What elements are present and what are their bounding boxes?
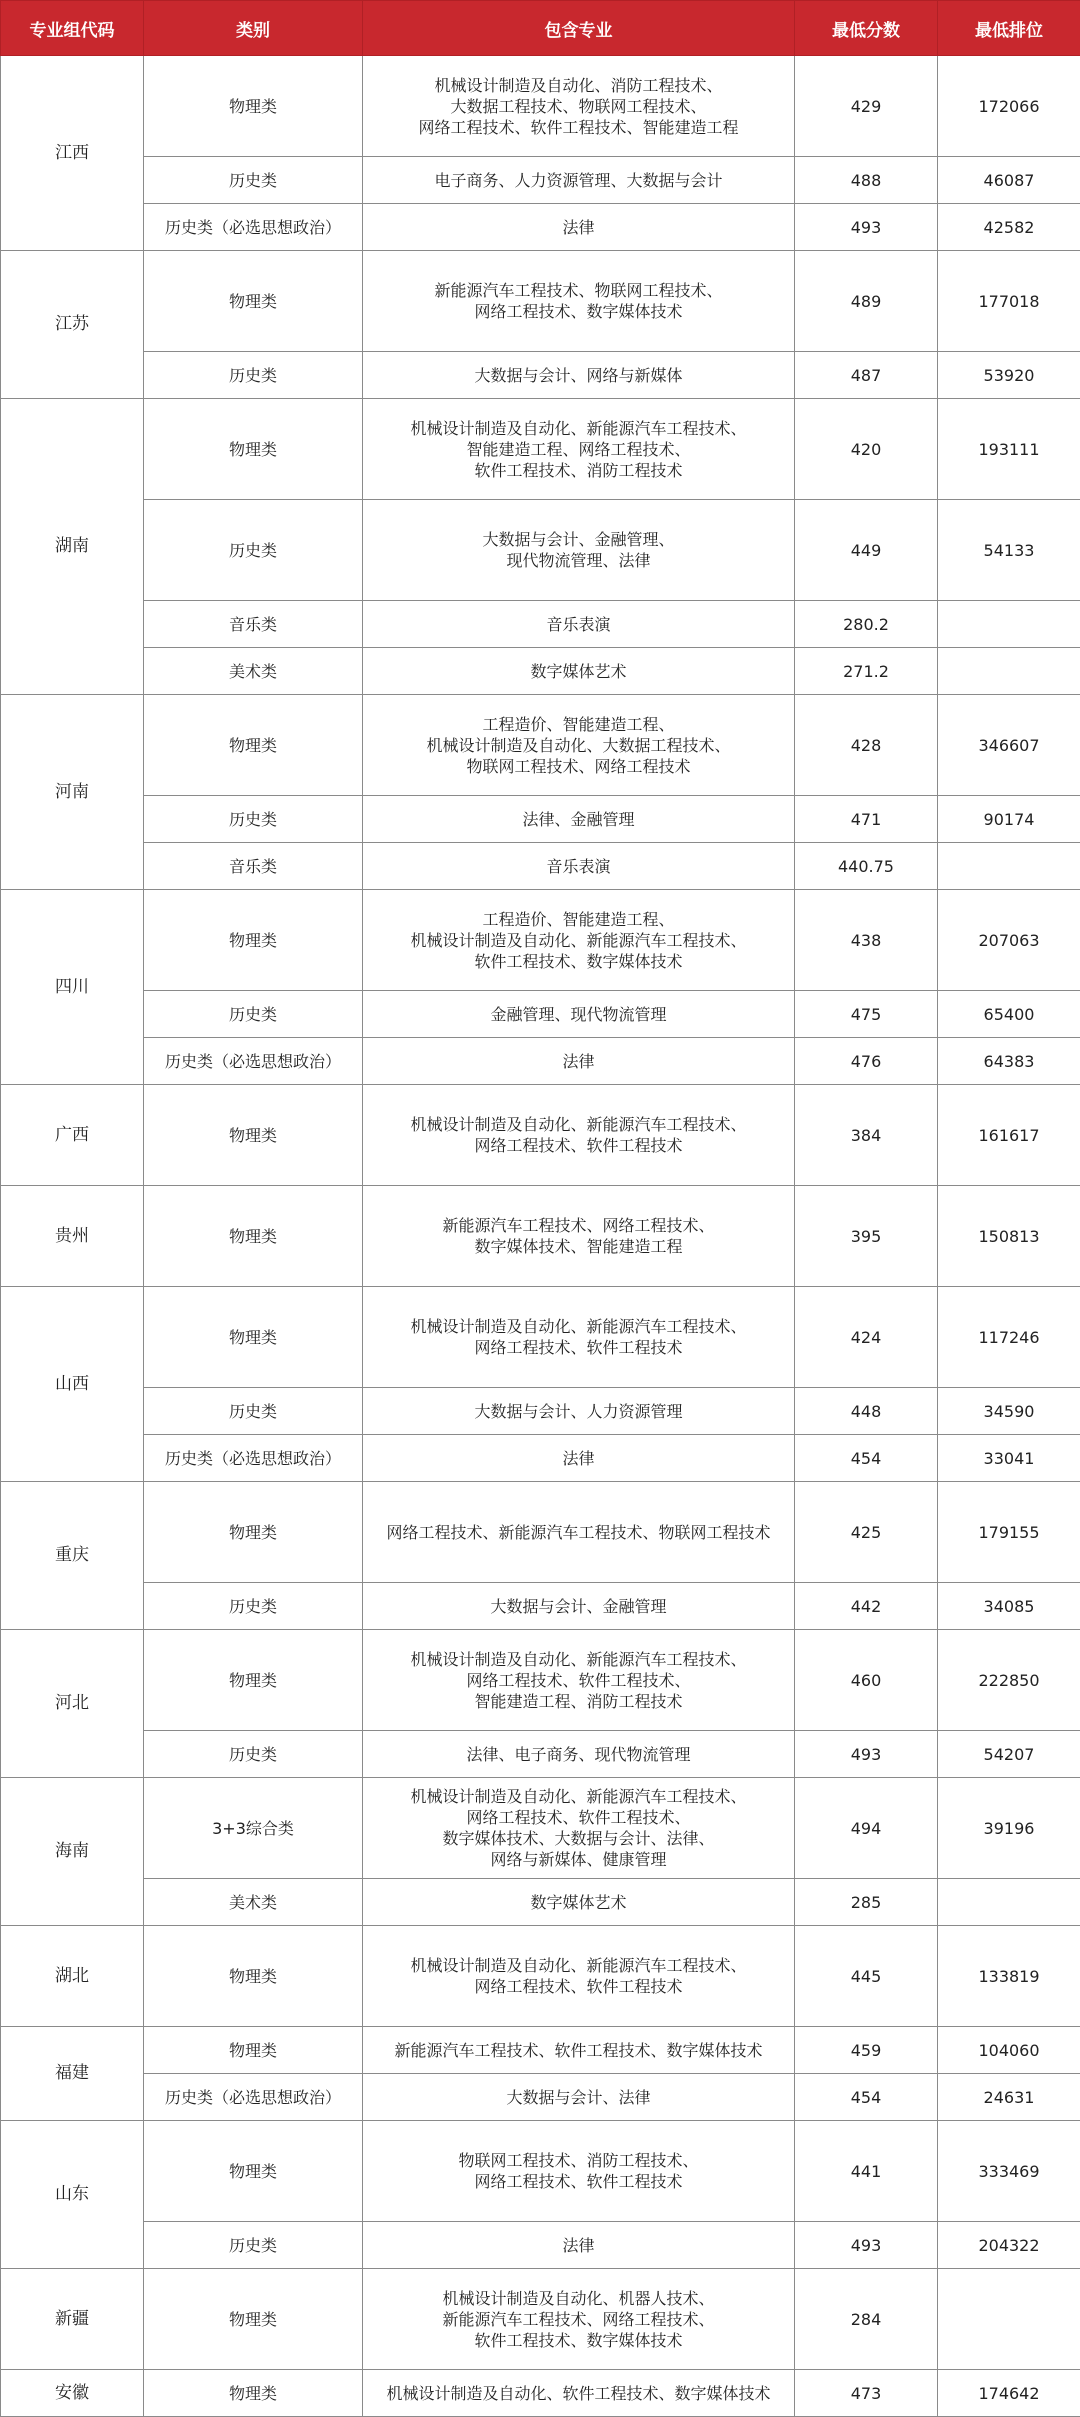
min-score-cell: 487 [795,352,938,399]
min-rank-cell: 150813 [938,1186,1080,1287]
header-min-rank: 最低排位 [938,1,1080,56]
min-score-cell: 440.75 [795,843,938,890]
table-row [1,2222,1080,2269]
min-score-cell: 424 [795,1287,938,1388]
category-cell: 物理类 [144,251,363,352]
table-row [1,2121,1080,2222]
min-score-cell: 395 [795,1186,938,1287]
min-rank-cell: 177018 [938,251,1080,352]
table-row [1,1287,1080,1388]
category-cell: 历史类 [144,1583,363,1630]
majors-cell: 新能源汽车工程技术、物联网工程技术、 网络工程技术、数字媒体技术 [363,251,795,352]
min-rank-cell: 222850 [938,1630,1080,1731]
majors-cell: 数字媒体艺术 [363,1879,795,1926]
majors-cell: 工程造价、智能建造工程、 机械设计制造及自动化、新能源汽车工程技术、 软件工程技术、数字媒体技术 [363,890,795,991]
category-cell: 物理类 [144,1926,363,2027]
majors-cell: 物联网工程技术、消防工程技术、 网络工程技术、软件工程技术 [363,2121,795,2222]
min-score-cell: 445 [795,1926,938,2027]
majors-cell: 音乐表演 [363,601,795,648]
category-cell: 3+3综合类 [144,1778,363,1879]
province-cell: 山东 [1,2121,144,2269]
category-cell: 物理类 [144,1287,363,1388]
min-score-cell: 449 [795,500,938,601]
min-rank-cell [938,1879,1080,1926]
table-row [1,1435,1080,1482]
category-cell: 历史类（必选思想政治） [144,1038,363,1085]
majors-cell: 新能源汽车工程技术、软件工程技术、数字媒体技术 [363,2027,795,2074]
majors-cell: 大数据与会计、法律 [363,2074,795,2121]
min-rank-cell: 174642 [938,2370,1080,2417]
min-rank-cell: 133819 [938,1926,1080,2027]
category-cell: 历史类 [144,352,363,399]
min-score-cell: 438 [795,890,938,991]
majors-cell: 法律 [363,1038,795,1085]
category-cell: 物理类 [144,2121,363,2222]
min-rank-cell: 65400 [938,991,1080,1038]
table-row [1,56,1080,157]
majors-cell: 机械设计制造及自动化、新能源汽车工程技术、 网络工程技术、软件工程技术 [363,1085,795,1186]
table-body [1,56,1080,2417]
min-rank-cell: 54133 [938,500,1080,601]
header-group-code: 专业组代码 [1,1,144,56]
majors-cell: 机械设计制造及自动化、新能源汽车工程技术、 网络工程技术、软件工程技术 [363,1926,795,2027]
min-rank-cell [938,648,1080,695]
table-row [1,796,1080,843]
category-cell: 历史类（必选思想政治） [144,2074,363,2121]
min-rank-cell: 90174 [938,796,1080,843]
majors-cell: 法律、电子商务、现代物流管理 [363,1731,795,1778]
majors-cell: 工程造价、智能建造工程、 机械设计制造及自动化、大数据工程技术、 物联网工程技术、网络工程技术 [363,695,795,796]
min-rank-cell: 117246 [938,1287,1080,1388]
table-row [1,1482,1080,1583]
min-rank-cell: 333469 [938,2121,1080,2222]
table-row [1,991,1080,1038]
province-cell: 江苏 [1,251,144,399]
majors-cell: 数字媒体艺术 [363,648,795,695]
table-row [1,2074,1080,2121]
table-row [1,204,1080,251]
category-cell: 美术类 [144,648,363,695]
majors-cell: 电子商务、人力资源管理、大数据与会计 [363,157,795,204]
min-rank-cell: 104060 [938,2027,1080,2074]
min-score-cell: 441 [795,2121,938,2222]
majors-cell: 大数据与会计、网络与新媒体 [363,352,795,399]
table-row [1,1926,1080,2027]
min-score-cell: 476 [795,1038,938,1085]
min-rank-cell: 172066 [938,56,1080,157]
table-row [1,601,1080,648]
majors-cell: 机械设计制造及自动化、新能源汽车工程技术、 智能建造工程、网络工程技术、 软件工程技术、消防工程技术 [363,399,795,500]
majors-cell: 机械设计制造及自动化、新能源汽车工程技术、 网络工程技术、软件工程技术、 智能建造工程、消防工程技术 [363,1630,795,1731]
min-score-cell: 285 [795,1879,938,1926]
min-rank-cell: 39196 [938,1778,1080,1879]
table-row [1,500,1080,601]
table-row [1,399,1080,500]
majors-cell: 网络工程技术、新能源汽车工程技术、物联网工程技术 [363,1482,795,1583]
category-cell: 美术类 [144,1879,363,1926]
min-score-cell: 493 [795,2222,938,2269]
table-row [1,1583,1080,1630]
province-cell: 山西 [1,1287,144,1482]
min-rank-cell: 24631 [938,2074,1080,2121]
min-score-cell: 454 [795,1435,938,1482]
min-score-cell: 475 [795,991,938,1038]
province-cell: 福建 [1,2027,144,2121]
table-row [1,1186,1080,1287]
table-row [1,1731,1080,1778]
min-rank-cell: 42582 [938,204,1080,251]
category-cell: 物理类 [144,1482,363,1583]
table-header-row [1,1,1080,56]
min-score-cell: 420 [795,399,938,500]
category-cell: 物理类 [144,1186,363,1287]
table-row [1,695,1080,796]
province-cell: 重庆 [1,1482,144,1630]
min-rank-cell [938,843,1080,890]
min-rank-cell: 33041 [938,1435,1080,1482]
min-rank-cell: 64383 [938,1038,1080,1085]
category-cell: 历史类 [144,796,363,843]
category-cell: 物理类 [144,399,363,500]
min-score-cell: 425 [795,1482,938,1583]
category-cell: 物理类 [144,56,363,157]
min-score-cell: 473 [795,2370,938,2417]
min-score-cell: 488 [795,157,938,204]
majors-cell: 金融管理、现代物流管理 [363,991,795,1038]
province-cell: 四川 [1,890,144,1085]
table-row [1,890,1080,991]
table-row [1,1388,1080,1435]
table-row [1,157,1080,204]
min-score-cell: 471 [795,796,938,843]
category-cell: 历史类 [144,991,363,1038]
min-rank-cell [938,601,1080,648]
majors-cell: 大数据与会计、金融管理、 现代物流管理、法律 [363,500,795,601]
min-score-cell: 494 [795,1778,938,1879]
province-cell: 湖北 [1,1926,144,2027]
min-rank-cell: 53920 [938,352,1080,399]
min-rank-cell: 46087 [938,157,1080,204]
min-rank-cell: 34590 [938,1388,1080,1435]
majors-cell: 音乐表演 [363,843,795,890]
min-score-cell: 442 [795,1583,938,1630]
province-cell: 安徽 [1,2370,144,2417]
min-rank-cell [938,2269,1080,2370]
category-cell: 物理类 [144,2027,363,2074]
category-cell: 物理类 [144,1085,363,1186]
table-row [1,352,1080,399]
province-cell: 海南 [1,1778,144,1926]
majors-cell: 机械设计制造及自动化、新能源汽车工程技术、 网络工程技术、软件工程技术、 数字媒体技术、大数据与会计、法律、 网络与新媒体、健康管理 [363,1778,795,1879]
min-score-cell: 280.2 [795,601,938,648]
majors-cell: 机械设计制造及自动化、新能源汽车工程技术、 网络工程技术、软件工程技术 [363,1287,795,1388]
header-majors: 包含专业 [363,1,795,56]
min-rank-cell: 193111 [938,399,1080,500]
table-row [1,1085,1080,1186]
majors-cell: 法律、金融管理 [363,796,795,843]
province-cell: 新疆 [1,2269,144,2370]
category-cell: 音乐类 [144,601,363,648]
majors-cell: 大数据与会计、人力资源管理 [363,1388,795,1435]
min-score-cell: 271.2 [795,648,938,695]
category-cell: 历史类 [144,1388,363,1435]
min-score-cell: 454 [795,2074,938,2121]
category-cell: 物理类 [144,2370,363,2417]
header-min-score: 最低分数 [795,1,938,56]
min-score-cell: 493 [795,204,938,251]
majors-cell: 法律 [363,204,795,251]
category-cell: 物理类 [144,1630,363,1731]
majors-cell: 法律 [363,2222,795,2269]
min-rank-cell: 346607 [938,695,1080,796]
province-cell: 广西 [1,1085,144,1186]
majors-cell: 机械设计制造及自动化、机器人技术、 新能源汽车工程技术、网络工程技术、 软件工程技术、数字媒体技术 [363,2269,795,2370]
category-cell: 历史类 [144,2222,363,2269]
min-score-cell: 384 [795,1085,938,1186]
category-cell: 历史类 [144,500,363,601]
min-rank-cell: 161617 [938,1085,1080,1186]
min-score-cell: 460 [795,1630,938,1731]
min-score-cell: 459 [795,2027,938,2074]
min-rank-cell: 204322 [938,2222,1080,2269]
majors-cell: 新能源汽车工程技术、网络工程技术、 数字媒体技术、智能建造工程 [363,1186,795,1287]
province-cell: 江西 [1,56,144,251]
table-row [1,648,1080,695]
table-row [1,2269,1080,2370]
table-row [1,2370,1080,2417]
province-cell: 贵州 [1,1186,144,1287]
majors-cell: 法律 [363,1435,795,1482]
province-cell: 湖南 [1,399,144,695]
table-row [1,1879,1080,1926]
table-row [1,843,1080,890]
category-cell: 历史类 [144,157,363,204]
min-rank-cell: 207063 [938,890,1080,991]
table-row [1,1630,1080,1731]
majors-cell: 大数据与会计、金融管理 [363,1583,795,1630]
category-cell: 物理类 [144,2269,363,2370]
table-row [1,1778,1080,1879]
table-row [1,1038,1080,1085]
category-cell: 物理类 [144,695,363,796]
category-cell: 历史类 [144,1731,363,1778]
table-row [1,2027,1080,2074]
min-rank-cell: 54207 [938,1731,1080,1778]
min-score-cell: 493 [795,1731,938,1778]
majors-cell: 机械设计制造及自动化、消防工程技术、 大数据工程技术、物联网工程技术、 网络工程技术、软件工程技术、智能建造工程 [363,56,795,157]
category-cell: 历史类（必选思想政治） [144,1435,363,1482]
province-cell: 河北 [1,1630,144,1778]
min-rank-cell: 34085 [938,1583,1080,1630]
min-rank-cell: 179155 [938,1482,1080,1583]
header-category: 类别 [144,1,363,56]
min-score-cell: 489 [795,251,938,352]
min-score-cell: 448 [795,1388,938,1435]
province-cell: 河南 [1,695,144,890]
min-score-cell: 428 [795,695,938,796]
category-cell: 音乐类 [144,843,363,890]
min-score-cell: 284 [795,2269,938,2370]
majors-cell: 机械设计制造及自动化、软件工程技术、数字媒体技术 [363,2370,795,2417]
table-row [1,251,1080,352]
category-cell: 历史类（必选思想政治） [144,204,363,251]
min-score-cell: 429 [795,56,938,157]
category-cell: 物理类 [144,890,363,991]
